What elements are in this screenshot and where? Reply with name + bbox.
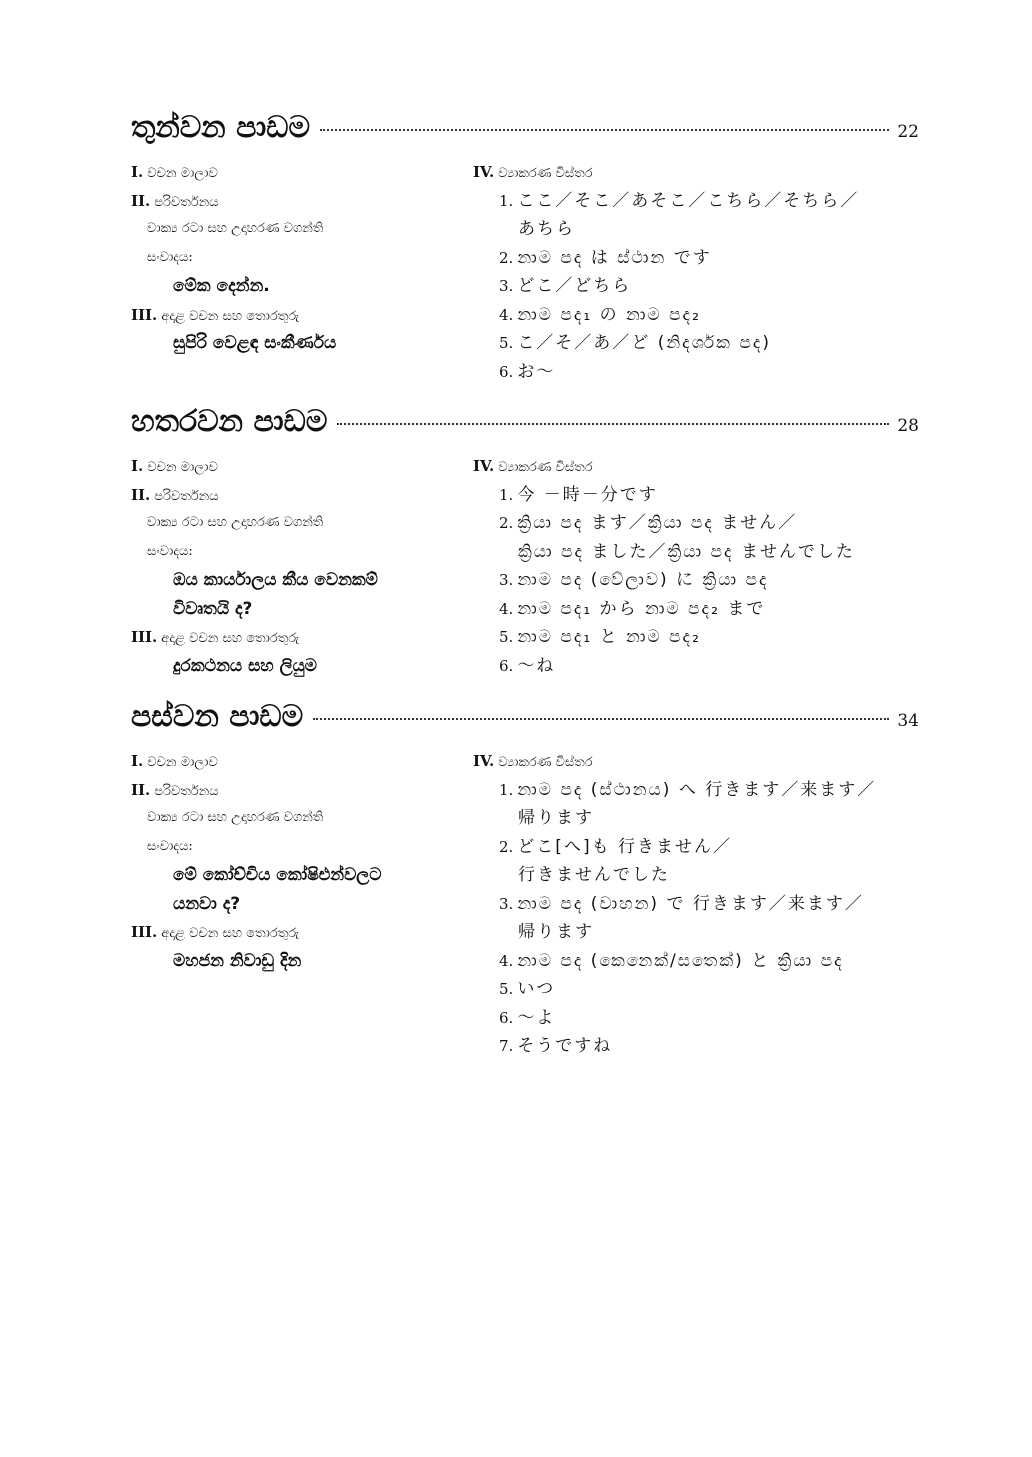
- grammar-item: [473, 187, 919, 216]
- contents-heading: [131, 747, 461, 776]
- grammar-text: නාම පද は ස්ථාන です: [517, 247, 712, 268]
- item-number: 5.: [499, 628, 514, 646]
- grammar-text: あちら: [518, 219, 575, 239]
- grammar-item: [473, 623, 919, 652]
- grammar-text: ～ね: [517, 655, 556, 676]
- subsection-label: වාක්‍ය රටා සහ උදාහරණ වගන්ති: [147, 810, 324, 825]
- item-number: 1.: [499, 485, 514, 504]
- grammar-item: [473, 509, 919, 538]
- subsection-label: වාක්‍ය රටා සහ උදාහරණ වගන්ති: [147, 515, 324, 530]
- lesson-section: [131, 110, 919, 382]
- lesson-section: [131, 404, 919, 676]
- item-number: 4.: [499, 951, 514, 970]
- grammar-item: [473, 890, 919, 919]
- grammar-item: [473, 1032, 919, 1061]
- roman-numeral: II.: [131, 191, 151, 210]
- dialogue-title: මහජන නිවාඩු දින: [173, 950, 302, 971]
- grammar-item: [473, 595, 919, 624]
- dialogue-title: ඔය කාර්යාලය කීය වෙනකම්: [173, 570, 378, 590]
- right-column: [473, 158, 919, 386]
- item-number: 6.: [499, 1008, 514, 1027]
- grammar-heading: [473, 452, 919, 481]
- grammar-item: [473, 538, 919, 567]
- lesson-title: පස්වන පාඩම: [131, 699, 304, 734]
- grammar-text: いつ: [517, 979, 556, 999]
- grammar-item: [473, 776, 919, 805]
- grammar-item: [473, 215, 919, 244]
- item-number: 3.: [499, 571, 514, 589]
- item-number: 1.: [499, 780, 514, 799]
- item-number: 3.: [499, 277, 514, 295]
- heading-text: වචන මාලාව: [147, 755, 218, 770]
- grammar-text: නාම පද (කෙනෙක්/සතෙක්) と ක්‍රියා පද: [517, 950, 844, 971]
- grammar-item: [473, 358, 919, 387]
- grammar-text: ක්‍රියා පද ます／ක්‍රියා පද ません／: [517, 513, 798, 533]
- grammar-text: 今 －時－分です: [517, 484, 658, 505]
- item-number: 2.: [499, 837, 514, 856]
- subsection-label: සංවාදය:: [147, 838, 193, 854]
- lesson-heading: [131, 404, 919, 448]
- grammar-text: 帰ります: [518, 922, 594, 942]
- dot-leader: [337, 423, 889, 425]
- dialogue-title: මේ කෝච්චිය කෝෂිඑන්වලට: [173, 865, 382, 885]
- heading-text: පරිවර්තනය: [154, 783, 219, 799]
- contents-heading: [131, 301, 461, 330]
- roman-numeral: IV.: [473, 163, 495, 181]
- heading-text: පරිවර්තනය: [154, 194, 219, 210]
- grammar-text: ～よ: [517, 1007, 556, 1028]
- lesson-title: හතරවන පාඩම: [131, 404, 328, 439]
- grammar-item: [473, 566, 919, 595]
- grammar-item: [473, 652, 919, 681]
- grammar-heading: [473, 747, 919, 776]
- roman-numeral: I.: [131, 163, 144, 181]
- lesson-heading: [131, 699, 919, 743]
- grammar-item: [473, 833, 919, 862]
- contents-heading: [131, 452, 461, 481]
- heading-text: අදාළ වචන සහ තොරතුරු: [161, 631, 300, 646]
- dialogue-title: විවෘතයි ද?: [173, 598, 253, 619]
- grammar-text: 帰ります: [518, 808, 594, 828]
- item-number: 4.: [499, 599, 514, 618]
- heading-text: ව්‍යාකරණ විස්තර: [498, 755, 593, 770]
- grammar-text: නාම පද₁ と නාම පද₂: [517, 627, 701, 647]
- roman-numeral: IV.: [473, 457, 495, 475]
- heading-text: වචන මාලාව: [147, 166, 218, 181]
- dialogue-title: සුපිරි වෙළඳ සංකීර්ණය: [173, 333, 337, 353]
- grammar-text: නාම පද (වාහන) で 行きます／来ます／: [517, 893, 864, 914]
- dialogue-title: මේක දෙන්න.: [173, 276, 270, 296]
- contents-heading: [131, 158, 461, 187]
- roman-numeral: III.: [131, 628, 158, 646]
- grammar-item: [473, 804, 919, 833]
- grammar-text: こ／そ／あ／ど (නිදර්ශක පද): [517, 333, 772, 353]
- heading-text: වචන මාලාව: [147, 460, 218, 475]
- grammar-text: නාම පද (ස්ථානය) へ 行きます／来ます／: [517, 779, 877, 800]
- subsection-label: වාක්‍ය රටා සහ උදාහරණ වගන්ති: [147, 221, 324, 236]
- page-number[interactable]: 34: [897, 711, 919, 731]
- subsection-label: සංවාදය:: [147, 249, 193, 265]
- roman-numeral: II.: [131, 485, 151, 504]
- grammar-item: [473, 272, 919, 301]
- grammar-heading: [473, 158, 919, 187]
- contents-heading: [131, 776, 461, 805]
- roman-numeral: III.: [131, 923, 158, 941]
- item-number: 5.: [499, 334, 514, 352]
- grammar-text: お～: [517, 361, 556, 382]
- left-column: [131, 747, 461, 975]
- dialogue-title: දුරකථනය සහ ලියුම: [173, 655, 318, 676]
- page-number[interactable]: 22: [897, 122, 919, 142]
- item-number: 6.: [499, 656, 514, 675]
- dot-leader: [313, 718, 889, 720]
- item-number: 2.: [499, 248, 514, 267]
- grammar-text: නාම පද (වේලාව) に ක්‍රියා පද: [517, 570, 769, 590]
- dot-leader: [320, 129, 889, 131]
- contents-heading: [131, 623, 461, 652]
- contents-heading: [131, 481, 461, 510]
- heading-text: අදාළ වචන සහ තොරතුරු: [161, 926, 300, 941]
- roman-numeral: II.: [131, 780, 151, 799]
- grammar-item: [473, 329, 919, 358]
- grammar-item: [473, 1004, 919, 1033]
- grammar-item: [473, 861, 919, 890]
- heading-text: ව්‍යාකරණ විස්තර: [498, 166, 593, 181]
- item-number: 7.: [499, 1037, 514, 1055]
- grammar-text: ここ／そこ／あそこ／こちら／そちら／: [517, 190, 860, 211]
- item-number: 1.: [499, 191, 514, 210]
- grammar-text: そうですね: [517, 1036, 613, 1056]
- lesson-title: තුන්වන පාඩම: [131, 110, 311, 145]
- lesson-section: [131, 699, 919, 1056]
- dialogue-title: යනවා ද?: [173, 893, 241, 914]
- left-column: [131, 158, 461, 358]
- roman-numeral: I.: [131, 752, 144, 770]
- contents-heading: [131, 187, 461, 216]
- grammar-item: [473, 918, 919, 947]
- grammar-item: [473, 481, 919, 510]
- grammar-text: どこ／どちら: [517, 276, 632, 296]
- item-number: 6.: [499, 362, 514, 381]
- contents-heading: [131, 918, 461, 947]
- heading-text: අදාළ වචන සහ තොරතුරු: [161, 308, 300, 324]
- grammar-text: නාම පද₁ の නාම පද₂: [517, 304, 701, 325]
- left-column: [131, 452, 461, 680]
- grammar-text: どこ[へ]も 行きません／: [517, 836, 732, 857]
- roman-numeral: III.: [131, 305, 158, 324]
- item-number: 2.: [499, 514, 514, 532]
- grammar-item: [473, 947, 919, 976]
- heading-text: පරිවර්තනය: [154, 488, 219, 504]
- grammar-text: ක්‍රියා පද ました／ක්‍රියා පද ませんでした: [518, 541, 855, 562]
- grammar-item: [473, 301, 919, 330]
- grammar-item: [473, 975, 919, 1004]
- item-number: 3.: [499, 894, 514, 913]
- item-number: 5.: [499, 980, 514, 998]
- grammar-text: නාම පද₁ から නාම පද₂ まで: [517, 598, 766, 619]
- right-column: [473, 452, 919, 680]
- lesson-heading: [131, 110, 919, 154]
- right-column: [473, 747, 919, 1061]
- grammar-text: 行きませんでした: [518, 865, 670, 885]
- roman-numeral: I.: [131, 457, 144, 475]
- page-number[interactable]: 28: [897, 416, 919, 436]
- subsection-label: සංවාදය:: [147, 543, 193, 559]
- heading-text: ව්‍යාකරණ විස්තර: [498, 460, 593, 475]
- grammar-item: [473, 244, 919, 273]
- roman-numeral: IV.: [473, 752, 495, 770]
- item-number: 4.: [499, 305, 514, 324]
